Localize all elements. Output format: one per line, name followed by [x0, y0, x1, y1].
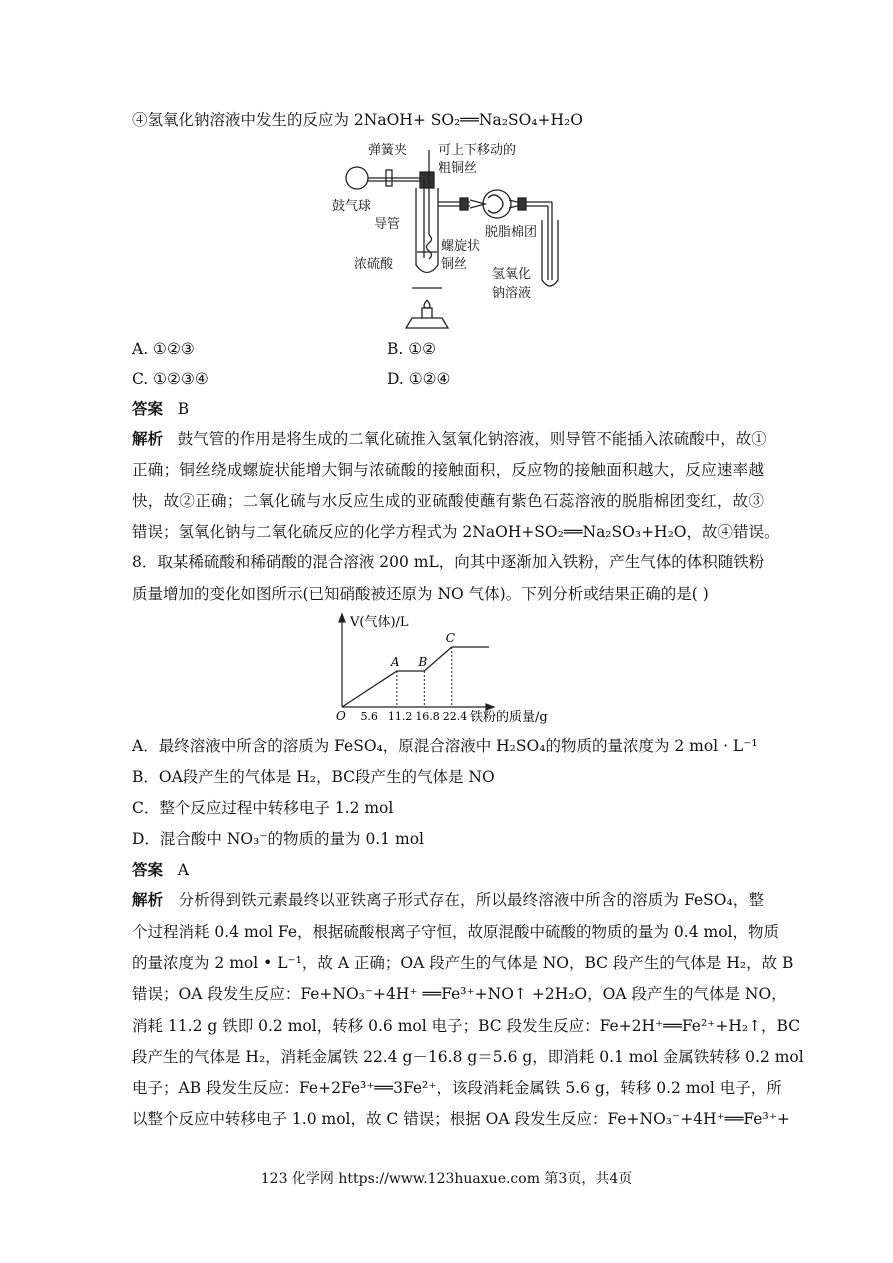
q8-answer-label: 答案 — [132, 860, 164, 879]
chart-tick-label: 11.2 — [387, 710, 413, 723]
apparatus-diagram — [320, 140, 580, 335]
q7-item4: ④氢氧化钠溶液中发生的反应为 2NaOH+ SO₂══Na₂SO₄+H₂O — [132, 111, 583, 129]
q8-answer-row — [132, 860, 189, 880]
label-spiral1: 螺旋状 — [441, 239, 481, 254]
q8-option-b[interactable]: B．OA段产生的气体是 H₂，BC段产生的气体是 NO — [132, 768, 495, 786]
q7-answer-label: 答案 — [132, 399, 164, 418]
label-clip: 弹簧夹 — [368, 143, 408, 158]
label-acid: 浓硫酸 — [354, 257, 394, 272]
chart-xlabel: 铁粉的质量/g — [470, 710, 548, 725]
q7-option-b[interactable]: B. ①② — [387, 340, 437, 358]
q8-analysis-line: 个过程消耗 0.4 mol Fe，根据硫酸根离子守恒，故原混酸中硫酸的物质的量为 0.4 mol，物质 — [132, 923, 779, 941]
q8-option-d[interactable]: D．混合酸中 NO₃⁻的物质的量为 0.1 mol — [132, 830, 425, 848]
q8-analysis-line: 电子；AB 段发生反应：Fe+2Fe³⁺══3Fe²⁺，该段消耗金属铁 5.6 g，转移 0.2 mol 电子，所 — [132, 1079, 782, 1097]
q7-answer-row — [132, 399, 189, 419]
label-wire1: 可上下移动的 — [438, 143, 517, 158]
q8-stem: 8．取某稀硫酸和稀硝酸的混合溶液 200 mL，向其中逐渐加入铁粉，产生气体的体积随铁粉 — [132, 553, 765, 571]
chart-tick-label: 16.8 — [415, 710, 440, 723]
page-footer: 123 化学网 https://www.123huaxue.com 第3页，共4页 — [260, 1171, 633, 1187]
q7-analysis-label: 解析 — [132, 429, 164, 448]
chart-point-label: B — [418, 655, 428, 669]
q7-analysis-line: 错误；氢氧化钠与二氧化硫反应的化学方程式为 2NaOH+SO₂══Na₂SO₃+H₂O，故④错误。 — [132, 523, 780, 541]
q7-analysis-line: 快，故②正确；二氧化硫与水反应生成的亚硫酸使蘸有紫色石蕊溶液的脱脂棉团变红，故③ — [132, 492, 764, 510]
q8-stem: 质量增加的变化如图所示(已知硝酸被还原为 NO 气体)。下列分析或结果正确的是( ) — [132, 585, 709, 603]
chart-point-label: C — [445, 631, 455, 645]
label-naoh2: 钠溶液 — [492, 286, 532, 301]
label-tube: 导管 — [374, 217, 401, 232]
q8-analysis-label: 解析 — [132, 890, 164, 909]
q8-analysis-line — [132, 890, 764, 910]
label-bulb: 鼓气球 — [332, 199, 372, 214]
chart-ylabel: V(气体)/L — [350, 615, 409, 630]
label-cotton: 脱脂棉团 — [485, 225, 538, 240]
q8-analysis-line: 段产生的气体是 H₂，消耗金属铁 22.4 g－16.8 g＝5.6 g，即消耗 0.1 mol 金属铁转移 0.2 mol — [132, 1048, 804, 1066]
q8-analysis-line: 消耗 11.2 g 铁即 0.2 mol，转移 0.6 mol 电子；BC 段发生反应：Fe+2H⁺══Fe²⁺+H₂↑，BC — [132, 1017, 801, 1035]
bulb-icon — [346, 167, 368, 189]
label-wire2: 粗铜丝 — [438, 161, 478, 176]
chart-tick-label: 22.4 — [442, 710, 468, 723]
q8-option-a[interactable]: A．最终溶液中所含的溶质为 FeSO₄，原混合溶液中 H₂SO₄的物质的量浓度为 2 mol · L⁻¹ — [132, 737, 758, 755]
volume-mass-chart — [320, 610, 580, 725]
chart-origin: O — [336, 709, 346, 723]
q8-option-c[interactable]: C．整个反应过程中转移电子 1.2 mol — [132, 799, 394, 817]
chart-point-label: A — [390, 655, 400, 669]
q8-analysis-line: 以整个反应中转移电子 1.0 mol，故 C 错误；根据 OA 段发生反应：Fe+NO₃⁻+4H⁺══Fe³⁺+ — [132, 1110, 790, 1128]
q8-analysis-line: 的量浓度为 2 mol • L⁻¹，故 A 正确；OA 段产生的气体是 NO，BC 段产生的气体是 H₂，故 B — [132, 954, 794, 972]
q8-analysis-text: 分析得到铁元素最终以亚铁离子形式存在，所以最终溶液中所含的溶质为 FeSO₄，整 — [178, 891, 764, 909]
label-spiral2: 铜丝 — [441, 257, 468, 272]
q7-analysis-line: 正确；铜丝绕成螺旋状能增大铜与浓硫酸的接触面积，反应物的接触面积越大，反应速率越 — [132, 461, 764, 479]
q7-option-a[interactable]: A. ①②③ — [132, 340, 195, 358]
q8-analysis-line: 错误；OA 段发生反应：Fe+NO₃⁻+4H⁺ ══Fe³⁺+NO↑ +2H₂O，OA 段产生的气体是 NO， — [132, 985, 787, 1003]
q7-option-c[interactable]: C. ①②③④ — [132, 370, 209, 388]
q7-answer: B — [177, 400, 190, 418]
q7-option-d[interactable]: D. ①②④ — [387, 370, 451, 388]
chart-tick-label: 5.6 — [360, 710, 378, 723]
chart-series-line — [342, 647, 489, 707]
q7-analysis-text: 鼓气管的作用是将生成的二氧化硫推入氢氧化钠溶液，则导管不能插入浓硫酸中，故① — [177, 430, 767, 448]
label-naoh1: 氢氧化 — [492, 267, 532, 282]
q8-answer: A — [177, 861, 189, 879]
q7-analysis-line — [132, 429, 767, 449]
